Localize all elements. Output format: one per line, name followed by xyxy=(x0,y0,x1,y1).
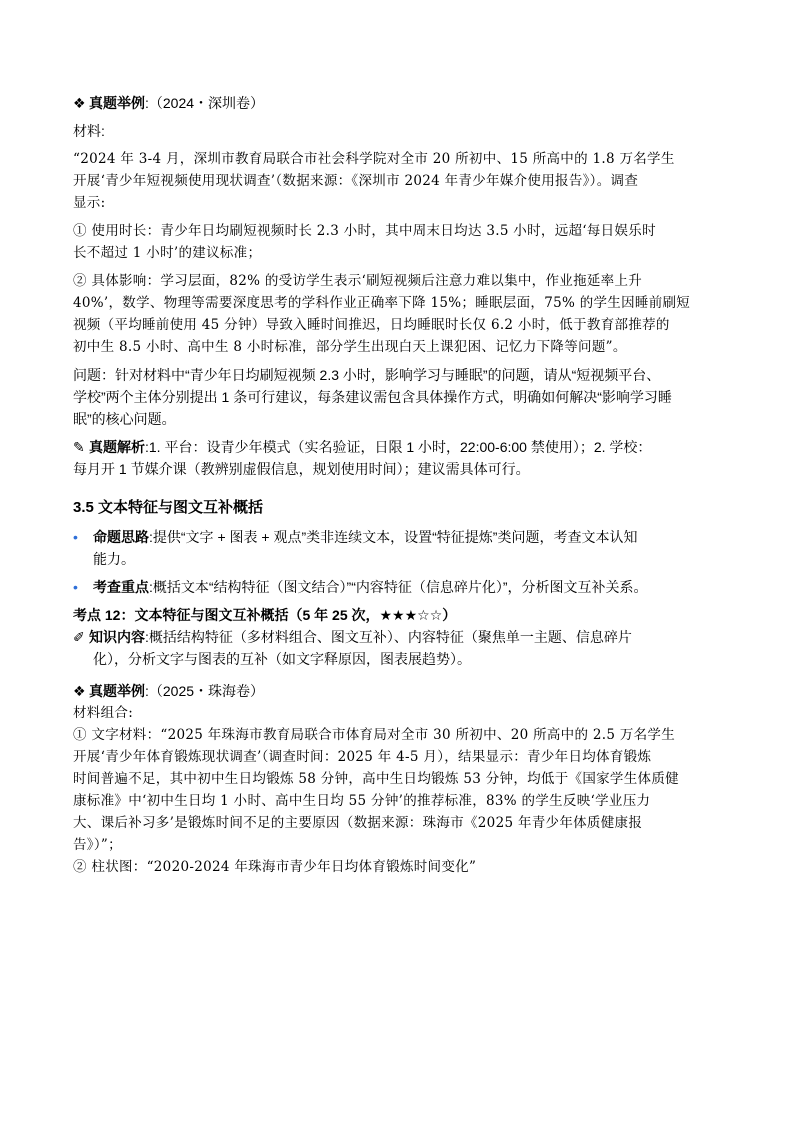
example-source: :（2025・珠海卷） xyxy=(145,683,265,699)
question-line: 学校”两个主体分别提出 1 条可行建议，每条建议需包含具体操作方式，明确如何解决“影响学习睡 xyxy=(73,389,672,405)
impact-line: ② 具体影响：学习层面，82% 的受访学生表示‘刷短视频后注意力难以集中，作业拖延率上升 xyxy=(73,273,643,289)
text-material-line: ① 文字材料：“2025 年珠海市教育局联合市体育局对全市 30 所初中、20 所高中的 2.5 万名学生 xyxy=(73,727,676,743)
material-label: 材料: xyxy=(73,123,105,139)
question-line: 问题：针对材料中“青少年日均刷短视频 2.3 小时，影响学习与睡眠”的问题，请从“短视频平台、 xyxy=(73,367,661,383)
bullet-item xyxy=(73,526,733,570)
material-group-label: 材料组合: xyxy=(73,705,134,721)
question-line: 眠”的核心问题。 xyxy=(73,411,176,427)
knowledge-line xyxy=(73,626,733,648)
bar-chart-material-line: ② 柱状图：“2020-2024 年珠海市青少年日均体育锻炼时间变化” xyxy=(73,859,477,875)
answer-line: 每月开 1 节媒介课（教辨别虚假信息，规划使用时间）；建议需具体可行。 xyxy=(73,461,530,477)
impact-line: 40%’，数学、物理等需要深度思考的学科作业正确率下降 15%；睡眠层面，75% 的学生因睡前刷短 xyxy=(73,295,691,311)
pencil-icon: ✐ xyxy=(73,629,85,645)
example-source: :（2024・深圳卷） xyxy=(145,95,265,111)
example-heading xyxy=(73,680,733,702)
text-material-line: 康标准》中‘初中生日均 1 小时、高中生日均 55 分钟’的推荐标准，83% 的学生反映‘学业压力 xyxy=(73,793,651,809)
knowledge-text: :概括结构特征（多材料组合、图文互补）、内容特征（聚焦单一主题、信息碎片 xyxy=(145,629,632,645)
knowledge-line: 化），分析文字与图表的互补（如文字释原因，图表展趋势）。 xyxy=(93,651,471,667)
answer-line xyxy=(73,436,733,458)
example-label: 真题举例 xyxy=(89,95,145,111)
key-point-title: 考点 12：文本特征与图文互补概括（5 年 25 次，★★★☆☆） xyxy=(73,607,457,623)
knowledge-label: 知识内容 xyxy=(89,629,145,645)
material-intro-line: 显示: xyxy=(73,195,106,211)
material-intro-line: 开展‘青少年短视频使用现状调查’（数据来源：《深圳市 2024 年青少年媒介使用报告》）。调查 xyxy=(73,173,639,189)
bullet-dot-icon: • xyxy=(73,529,78,545)
text-material-line: 开展‘青少年体育锻炼现状调查’（调查时间：2025 年 4-5 月），结果显示：青少年日均体育锻炼 xyxy=(73,749,652,765)
impact-line: 视频（平均睡前使用 45 分钟）导致入睡时间推迟，日均睡眠时长仅 6.2 小时，低于教育部推荐的 xyxy=(73,317,670,333)
material-intro-line: “2024 年 3-4 月，深圳市教育局联合市社会科学院对全市 20 所初中、15 所高中的 1.8 万名学生 xyxy=(73,151,675,167)
example-heading xyxy=(73,92,733,114)
text-material-line: 告》）”； xyxy=(73,837,122,853)
document-page xyxy=(73,92,733,878)
answer-label: 真题解析 xyxy=(89,439,145,455)
diamond-bullet-icon: ❖ xyxy=(73,95,86,111)
answer-text: :1. 平台：设青少年模式（实名验证，日限 1 小时，22:00-6:00 禁使用）；2. 学校： xyxy=(145,439,652,455)
bullet-text: :提供“文字 + 图表 + 观点”类非连续文本，设置“特征提炼”类问题，考查文本认知 xyxy=(149,529,638,545)
bullet-dot-icon: • xyxy=(73,579,78,595)
example-label: 真题举例 xyxy=(89,683,145,699)
text-material-line: 大、课后补习多’是锻炼时间不足的主要原因（数据来源：珠海市《2025 年青少年体质健康报 xyxy=(73,815,643,831)
pencil-icon: ✎ xyxy=(73,439,85,455)
section-title: 3.5 文本特征与图文互补概括 xyxy=(73,499,264,516)
bullet-label: 考查重点 xyxy=(93,579,149,595)
bullet-text: :概括文本“结构特征（图文结合）”“内容特征（信息碎片化）”，分析图文互补关系。 xyxy=(149,579,648,595)
bullet-text: 能力。 xyxy=(93,551,135,567)
usage-duration-line: ① 使用时长：青少年日均刷短视频时长 2.3 小时，其中周末日均达 3.5 小时，远超‘每日娱乐时 xyxy=(73,223,656,239)
bullet-label: 命题思路 xyxy=(93,529,149,545)
diamond-bullet-icon: ❖ xyxy=(73,683,86,699)
usage-duration-line: 长不超过 1 小时’的建议标准； xyxy=(73,245,262,261)
impact-line: 初中生 8.5 小时、高中生 8 小时标准，部分学生出现白天上课犯困、记忆力下降等问题”。 xyxy=(73,339,627,355)
bullet-item xyxy=(73,576,733,598)
text-material-line: 时间普遍不足，其中初中生日均锻炼 58 分钟，高中生日均锻炼 53 分钟，均低于《国家学生体质健 xyxy=(73,771,679,787)
